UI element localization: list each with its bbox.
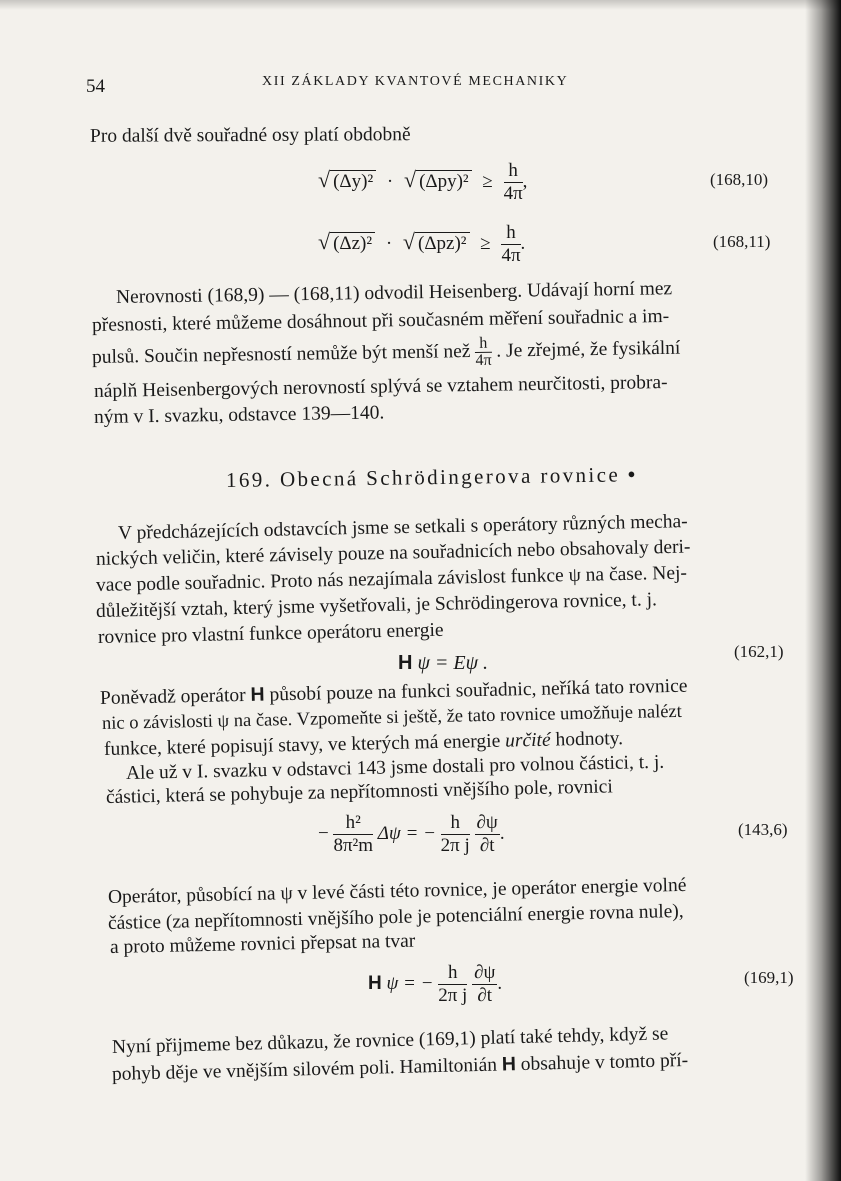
hamiltonian-operator: H bbox=[398, 652, 413, 674]
since-line-4: Ale už v I. svazku v odstavci 143 jsme dostali pro volnou částici, t. j. bbox=[125, 751, 665, 784]
equation-143-6: − $\frac{\text{h²}}{\text{8π²m}}$ Δψ = − $\frac{h}{\text{2π j}}$ $\frac{\partial\psi}{\partial t}$ . bbox=[318, 812, 505, 856]
heisenberg-line-1: Nerovnosti (168,9) — (168,11) odvodil Heisenberg. Udávají horní mez bbox=[115, 278, 673, 308]
operator-free-line-3: a proto můžeme rovnici přepsat na tvar bbox=[109, 930, 416, 958]
section-title: 169. Obecná Schrödingerova rovnice • bbox=[225, 462, 638, 492]
operators-line-2: nických veličin, které závisely pouze na souřadnicích nebo obsahovaly deri- bbox=[95, 536, 691, 570]
since-line-5: částici, která se pohybuje za nepřítomnosti vnějšího pole, rovnici bbox=[105, 776, 613, 808]
operator-free-line-1: Operátor, působící na ψ v levé části této rovnice, je operátor energie volné bbox=[107, 874, 687, 908]
since-line-2: nic o závislosti ψ na čase. Vzpomeňte si ještě, že tato rovnice umožňuje nalézt bbox=[101, 701, 683, 734]
fraction-h-over-4pi: $\frac{h}{4\pi}$ bbox=[503, 160, 523, 204]
top-edge-shadow bbox=[0, 0, 841, 10]
operators-line-4: důležitější vztah, který jsme vyšetřovali, je Schrödingerova rovnice, t. j. bbox=[95, 589, 658, 622]
operator-free-line-2: částice (za nepřítomnosti vnějšího pole je potenciální energie rovna nule), bbox=[107, 900, 684, 934]
book-spine-shadow bbox=[805, 0, 841, 1181]
equation-168-10: √ (Δy)² · √ (Δpy)² ≥ $\frac{h}{4\pi}$ , bbox=[318, 160, 528, 204]
sqrt-delta-pz: (Δpz)² bbox=[415, 232, 470, 255]
heisenberg-line-2: přesnosti, které můžeme dosáhnout při současném měření souřadnic a im- bbox=[91, 305, 670, 336]
sqrt-delta-py: (Δpy)² bbox=[416, 170, 472, 193]
inline-fraction-h-over-4pi: $\frac{h}{4\pi}$ bbox=[475, 334, 492, 369]
now-line-2: pohyb děje ve vnějším silovém poli. Hamiltonián H obsahuje v tomto pří- bbox=[111, 1049, 689, 1085]
intro-line: Pro další dvě souřadné osy platí obdobně bbox=[89, 124, 411, 147]
since-line-1: Poněvadž operátor H působí pouze na funkci souřadnic, neříká tato rovnice bbox=[99, 675, 688, 709]
sqrt-delta-z: (Δz)² bbox=[330, 232, 375, 255]
since-line-3: funkce, které popisují stavy, ve kterých má energie určité hodnoty. bbox=[103, 728, 624, 760]
equation-label-169-1: (169,1) bbox=[744, 968, 794, 987]
equation-label-143-6: (143,6) bbox=[738, 820, 788, 839]
sqrt-delta-y: (Δy)² bbox=[330, 170, 376, 193]
operators-line-5: rovnice pro vlastní funkce operátoru energie bbox=[97, 619, 444, 648]
page-number: 54 bbox=[86, 76, 105, 97]
equation-label-168-11: (168,11) bbox=[713, 232, 771, 251]
running-head: XII ZÁKLADY KVANTOVÉ MECHANIKY bbox=[262, 74, 569, 89]
operators-line-3: vace podle souřadnic. Proto nás nezajímala závislost funkce ψ na čase. Nej- bbox=[95, 562, 688, 596]
section-title-mark: • bbox=[627, 462, 638, 487]
heisenberg-line-3: pulsů. Součin nepřesností nemůže být menší než $\frac{h}{4\pi}$ . Je zřejmé, že fysikální bbox=[91, 334, 681, 369]
equation-label-168-10: (168,10) bbox=[710, 170, 769, 189]
heisenberg-line-5: ným v I. svazku, odstavce 139—140. bbox=[93, 402, 385, 428]
fraction-h2-over-8pi2m: $\frac{\text{h²}}{\text{8π²m}}$ bbox=[333, 812, 374, 856]
fraction-h-over-4pi: $\frac{h}{4\pi}$ bbox=[501, 222, 521, 266]
heisenberg-line-4: náplň Heisenbergových nerovností splývá se vztahem neurčitosti, probra- bbox=[93, 371, 668, 402]
fraction-dpsi-over-dt: $\frac{\partial\psi}{\partial t}$ bbox=[476, 812, 498, 856]
equation-162-1: H ψ = Eψ . bbox=[398, 652, 489, 674]
operators-line-1: V předcházejících odstavcích jsme se setkali s operátory různých mecha- bbox=[117, 511, 688, 544]
equation-168-11: √ (Δz)² · √ (Δpz)² ≥ $\frac{h}{4\pi}$ . bbox=[318, 222, 526, 266]
fraction-dpsi-over-dt: $\frac{\partial\psi}{\partial t}$ bbox=[474, 962, 496, 1006]
fraction-h-over-2pij: $\frac{h}{\text{2π j}}$ bbox=[440, 812, 470, 856]
hamiltonian-operator: H bbox=[368, 972, 382, 994]
equation-label-162-1: (162,1) bbox=[734, 642, 784, 661]
now-line-1: Nyní přijmeme bez důkazu, že rovnice (169,1) platí také tehdy, když se bbox=[111, 1023, 669, 1058]
equation-169-1: H ψ = − $\frac{h}{\text{2π j}}$ $\frac{\partial\psi}{\partial t}$ . bbox=[368, 962, 503, 1006]
fraction-h-over-2pij: $\frac{h}{\text{2π j}}$ bbox=[438, 962, 468, 1006]
